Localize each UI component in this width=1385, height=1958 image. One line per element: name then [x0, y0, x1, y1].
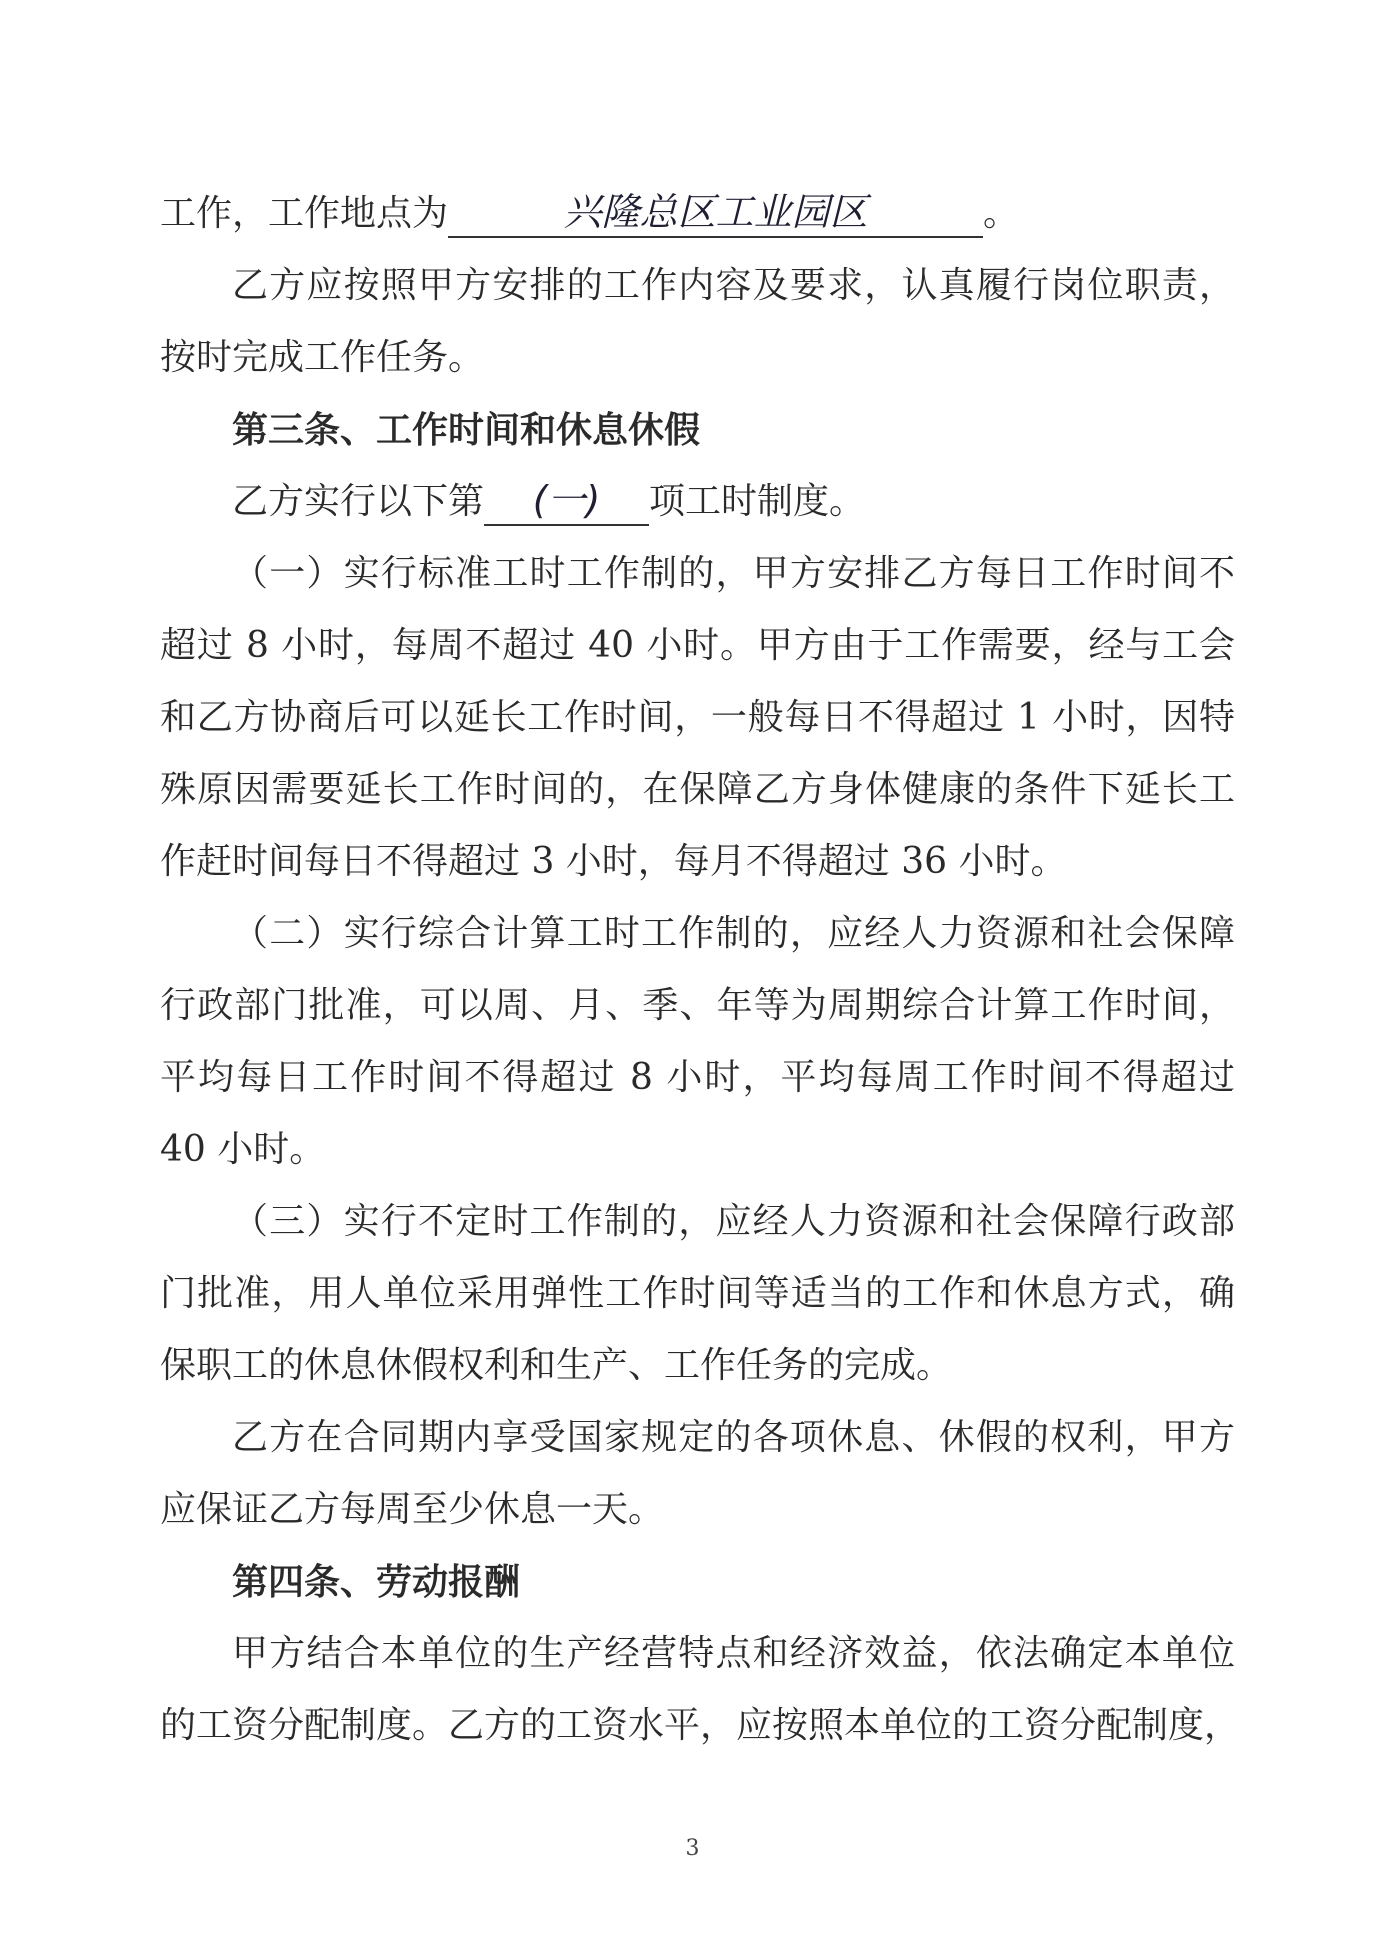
hour-system-handwritten: (一)	[532, 478, 601, 522]
para-line: 40 小时。	[160, 1129, 326, 1170]
para-line: 的工资分配制度。乙方的工资水平，应按照本单位的工资分配制度，	[160, 1705, 1241, 1746]
work-location-end: 。	[983, 193, 1020, 234]
work-location-line	[160, 190, 1235, 238]
hour-system-label: 乙方实行以下第	[232, 481, 485, 522]
para-line: 超过 8 小时，每周不超过 40 小时。甲方由于工作需要，经与工会	[160, 625, 1235, 666]
para-line: 门批准，用人单位采用弹性工作时间等适当的工作和休息方式，确	[160, 1273, 1235, 1314]
page-number: 3	[685, 1836, 700, 1861]
para-line: 平均每日工作时间不得超过 8 小时，平均每周工作时间不得超过	[160, 1057, 1235, 1098]
hour-system-end: 项工时制度。	[649, 481, 866, 522]
para-line: 和乙方协商后可以延长工作时间，一般每日不得超过 1 小时，因特	[160, 697, 1235, 738]
para-line: 按时完成工作任务。	[160, 337, 485, 378]
work-location-handwritten: 兴隆总区工业园区	[563, 190, 868, 234]
section-heading-4: 第四条、劳动报酬	[232, 1561, 521, 1603]
para-line: 作赶时间每日不得超过 3 小时，每月不得超过 36 小时。	[160, 841, 1067, 882]
para-line: （一）实行标准工时工作制的，甲方安排乙方每日工作时间不	[232, 553, 1235, 594]
work-location-label: 工作，工作地点为	[160, 193, 449, 234]
para-line: （三）实行不定时工作制的，应经人力资源和社会保障行政部	[232, 1201, 1235, 1242]
para-line: 乙方应按照甲方安排的工作内容及要求，认真履行岗位职责，	[232, 265, 1235, 306]
para-line: 乙方在合同期内享受国家规定的各项休息、休假的权利，甲方	[232, 1417, 1235, 1458]
para-line: 殊原因需要延长工作时间的，在保障乙方身体健康的条件下延长工	[160, 769, 1235, 810]
para-line: 行政部门批准，可以周、月、季、年等为周期综合计算工作时间，	[160, 985, 1235, 1026]
hour-system-line	[232, 478, 1235, 526]
para-line: （二）实行综合计算工时工作制的，应经人力资源和社会保障	[232, 913, 1235, 954]
work-location-field	[448, 190, 983, 238]
para-line: 甲方结合本单位的生产经营特点和经济效益，依法确定本单位	[232, 1633, 1235, 1674]
hour-system-field	[484, 478, 649, 526]
para-line: 应保证乙方每周至少休息一天。	[160, 1489, 665, 1530]
section-heading-3: 第三条、工作时间和休息休假	[232, 409, 701, 451]
para-line: 保职工的休息休假权利和生产、工作任务的完成。	[160, 1345, 953, 1386]
